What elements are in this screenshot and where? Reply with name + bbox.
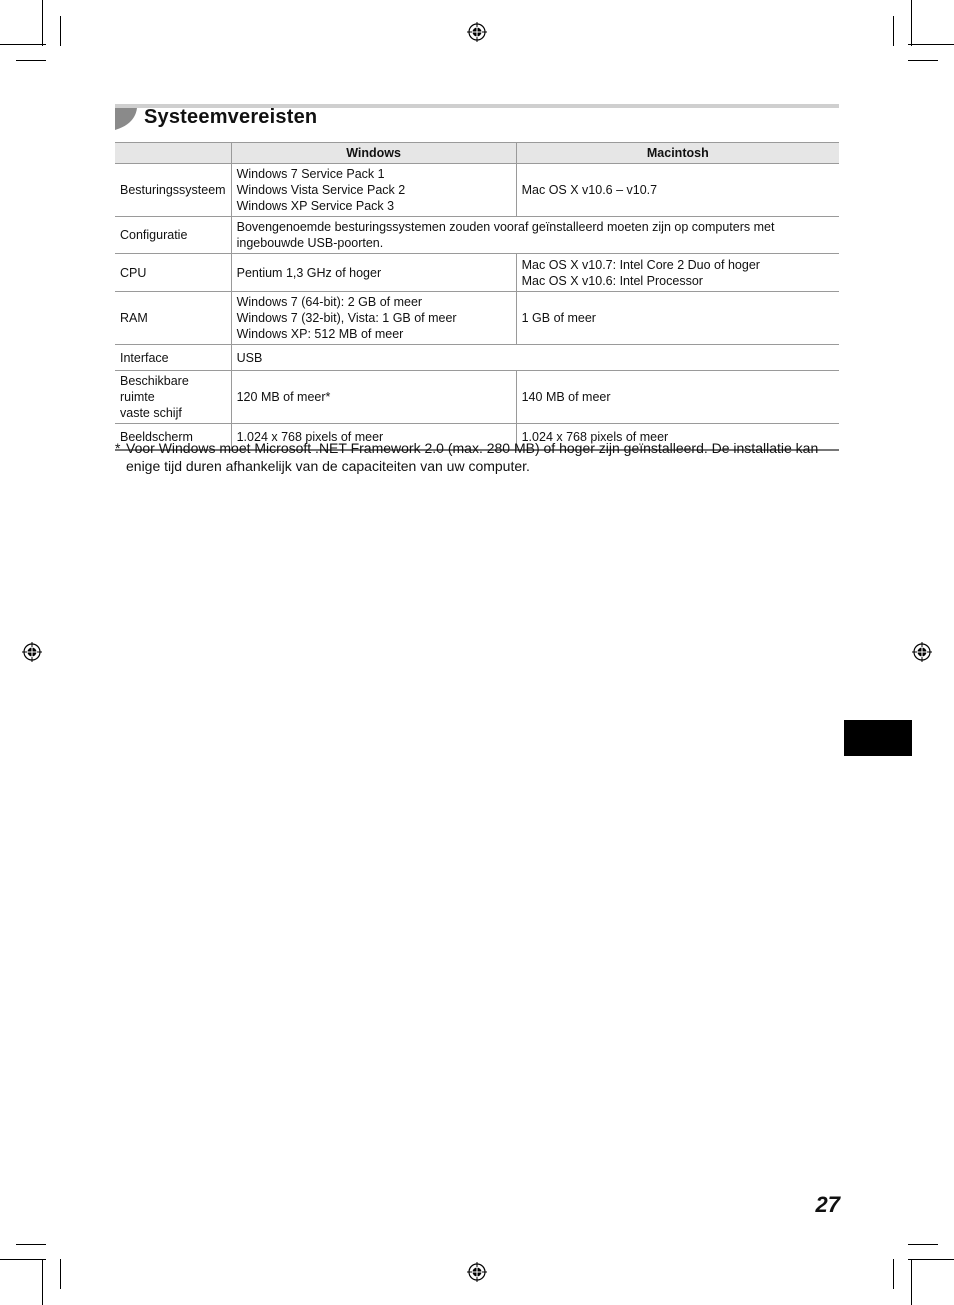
- row-label: [115, 371, 231, 424]
- cell-line: 120 MB of meer*: [236, 390, 331, 404]
- cell-line: Windows Vista Service Pack 2: [236, 183, 406, 197]
- mac-cell: [516, 164, 839, 217]
- section-tab-icon: [115, 108, 137, 130]
- crop-mark: [0, 1259, 46, 1260]
- windows-cell: [231, 292, 516, 345]
- header-blank: [115, 143, 231, 164]
- cell-line: Windows XP Service Pack 3: [236, 199, 395, 213]
- windows-cell: [231, 254, 516, 292]
- cell-line: Mac OS X v10.6 – v10.7: [521, 183, 658, 197]
- windows-cell: [231, 164, 516, 217]
- cell-line: USB: [236, 350, 263, 365]
- crop-mark: [60, 16, 61, 46]
- cell-line: Mac OS X v10.6: Intel Processor: [521, 273, 703, 288]
- requirements-table: [115, 142, 839, 451]
- table-row: [115, 164, 839, 217]
- cell-line: 1.024 x 768 pixels of meer: [236, 429, 384, 444]
- footnote-marker: *: [115, 440, 121, 456]
- row-label: RAM: [115, 292, 231, 345]
- crop-mark: [42, 1259, 43, 1305]
- crop-mark: [911, 0, 912, 46]
- shared-cell: [231, 217, 839, 254]
- registration-mark-icon: [467, 1262, 487, 1282]
- table-row: [115, 371, 839, 424]
- cell-line: Bovengenoemde besturingssystemen zouden vooraf geïnstalleerd moeten zijn op computers met: [236, 220, 775, 234]
- registration-mark-icon: [22, 642, 42, 662]
- mac-cell: [516, 254, 839, 292]
- table-row: [115, 292, 839, 345]
- cell-line: Windows 7 (64-bit): 2 GB of meer: [236, 295, 423, 309]
- cell-line: 140 MB of meer: [521, 390, 611, 404]
- crop-mark: [911, 1259, 912, 1305]
- mac-cell: [516, 371, 839, 424]
- crop-mark: [908, 44, 954, 45]
- crop-mark: [42, 0, 43, 46]
- crop-mark: [60, 1259, 61, 1289]
- crop-mark: [908, 60, 938, 61]
- table-header-row: [115, 143, 839, 164]
- windows-cell: [231, 371, 516, 424]
- footnote: [115, 439, 839, 475]
- mac-cell: [516, 292, 839, 345]
- table-row: [115, 254, 839, 292]
- cell-line: 1 GB of meer: [521, 311, 596, 325]
- crop-mark: [893, 1259, 894, 1289]
- chapter-tab: [844, 720, 912, 756]
- footnote-line: Voor Windows moet Microsoft .NET Framework 2.0 (max. 280 MB) of hoger zijn geïnstalleerd. De installatie kan: [126, 440, 819, 456]
- cell-line: Pentium 1,3 GHz of hoger: [236, 265, 382, 280]
- table-row: [115, 217, 839, 254]
- table-row: [115, 345, 839, 371]
- crop-mark: [0, 44, 46, 45]
- cell-line: Mac OS X v10.7: Intel Core 2 Duo of hoger: [521, 257, 760, 272]
- crop-mark: [16, 1244, 46, 1245]
- crop-mark: [908, 1244, 938, 1245]
- header-windows: Windows: [231, 143, 516, 164]
- row-label: Interface: [115, 345, 231, 371]
- cell-line: Windows 7 (32-bit), Vista: 1 GB of meer: [236, 311, 457, 325]
- header-macintosh: Macintosh: [516, 143, 839, 164]
- row-label: CPU: [115, 254, 231, 292]
- page-number: 27: [815, 1192, 840, 1217]
- cell-line: Windows XP: 512 MB of meer: [236, 327, 404, 341]
- crop-mark: [908, 1259, 954, 1260]
- cell-line: ingebouwde USB-poorten.: [236, 236, 384, 250]
- row-label: Beeldscherm: [115, 424, 231, 451]
- cell-line: Beschikbare ruimte: [120, 374, 189, 404]
- registration-mark-icon: [912, 642, 932, 662]
- row-label: Configuratie: [115, 217, 231, 254]
- crop-mark: [893, 16, 894, 46]
- cell-line: 1.024 x 768 pixels of meer: [521, 429, 669, 444]
- cell-line: Windows 7 Service Pack 1: [236, 167, 385, 181]
- row-label: Besturingssysteem: [115, 164, 231, 217]
- crop-mark: [16, 60, 46, 61]
- section-title: Systeemvereisten: [144, 106, 318, 128]
- shared-cell: [231, 345, 839, 371]
- cell-line: vaste schijf: [120, 406, 182, 420]
- footnote-text: [115, 439, 839, 475]
- registration-mark-icon: [467, 22, 487, 42]
- footnote-line: enige tijd duren afhankelijk van de capaciteiten van uw computer.: [126, 458, 530, 474]
